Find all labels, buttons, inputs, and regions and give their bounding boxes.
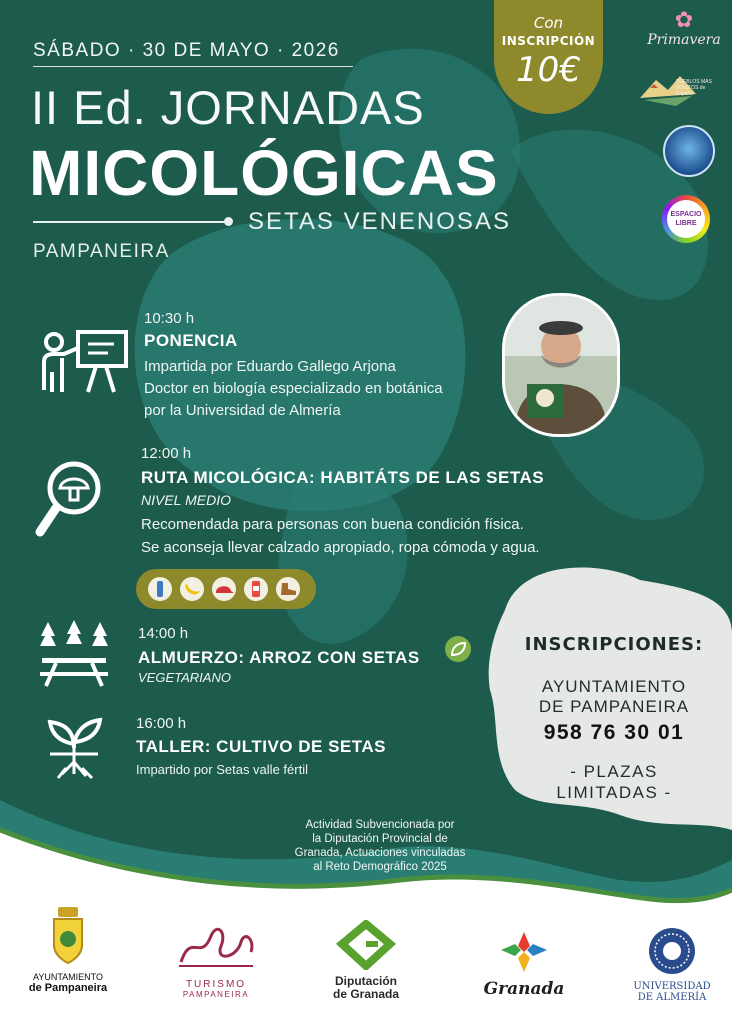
- granada-star-icon: [499, 930, 549, 974]
- subtitle: SETAS VENENOSAS: [248, 208, 511, 235]
- boot-icon: [276, 577, 300, 601]
- diputacion-caption-1: Diputación: [335, 974, 397, 988]
- event-2-title: RUTA MICOLÓGICA: HABITÁTS DE LAS SETAS: [141, 468, 545, 487]
- ayuntamiento-logo: [18, 905, 118, 995]
- event-2-level: NIVEL MEDIO: [141, 492, 231, 508]
- place-name: PAMPANEIRA: [33, 241, 170, 262]
- diputacion-granada-logo: [316, 920, 416, 1001]
- event-1-time: 10:30 h: [144, 310, 195, 327]
- turismo-caption-1: TURISMO: [185, 979, 247, 990]
- diputacion-emblem-icon: [334, 920, 398, 970]
- edition-title: II Ed. JORNADAS: [31, 81, 425, 134]
- subsidy-note: [280, 818, 480, 874]
- event-1-line-3: por la Universidad de Almería: [144, 402, 341, 419]
- event-4-time: 16:00 h: [136, 715, 187, 732]
- registration-org-line-2: DE PAMPANEIRA: [538, 697, 690, 716]
- granada-logo: [466, 930, 582, 999]
- ayuntamiento-caption-2: de Pampaneira: [28, 982, 108, 994]
- coat-of-arms-icon: [50, 905, 86, 967]
- registration-phone: 958 76 30 01: [543, 721, 685, 744]
- event-date: SÁBADO · 30 DE MAYO · 2026: [33, 40, 340, 61]
- picnic-table-icon: [38, 618, 110, 690]
- registration-org: [520, 677, 708, 717]
- limited-places-line-2: LIMITADAS -: [556, 783, 672, 802]
- espacio-libre-text: ESPACIO LIBRE: [667, 200, 705, 238]
- ual-caption-2: DE ALMERÍA: [637, 992, 707, 1003]
- registration-org-line-1: AYUNTAMIENTO: [541, 677, 687, 696]
- registration-heading: INSCRIPCIONES:: [524, 634, 704, 655]
- water-bottle-icon: [148, 577, 172, 601]
- limited-places-line-1: - PLAZAS: [570, 762, 658, 781]
- event-4-line-1: Impartido por Setas valle fértil: [136, 762, 308, 777]
- primavera-logo: [636, 8, 732, 48]
- turismo-flourish-icon: [171, 912, 261, 974]
- subsidy-line-3: Granada, Actuaciones vinculadas: [294, 847, 466, 859]
- main-title: MICOLÓGICAS: [29, 137, 499, 209]
- banana-icon: [180, 577, 204, 601]
- title-divider: [33, 221, 229, 223]
- espacio-libre-logo: [662, 195, 710, 243]
- subsidy-line-2: la Diputación Provincial de: [312, 833, 448, 845]
- subsidy-line-4: al Reto Demográfico 2025: [313, 861, 447, 873]
- university-seal-icon: [647, 926, 697, 976]
- event-3-note: VEGETARIANO: [138, 670, 231, 685]
- flower-icon: ✿: [674, 7, 694, 32]
- ual-caption-1: UNIVERSIDAD: [633, 981, 711, 992]
- speaker-illustration: [505, 296, 617, 434]
- sprout-icon: [44, 714, 104, 782]
- pueblos-logo-text: PUEBLOS MÁS BONITOS de España: [676, 79, 712, 97]
- subsidy-line-1: Actividad Subvencionada por: [305, 819, 455, 831]
- event-1-line-1: Impartida por Eduardo Gallego Arjona: [144, 358, 396, 375]
- event-3-title: ALMUERZO: ARROZ CON SETAS: [138, 648, 420, 667]
- granada-caption: Granada: [483, 979, 565, 999]
- event-1-line-2: Doctor en biología especializado en botánica: [144, 380, 443, 397]
- event-1-title: PONENCIA: [144, 331, 238, 350]
- date-divider: [33, 66, 353, 67]
- event-2-time: 12:00 h: [141, 445, 192, 462]
- pueblos-bonitos-logo: [636, 68, 720, 108]
- globe-logo: [663, 125, 715, 177]
- universidad-almeria-logo: [624, 926, 720, 1003]
- badge-price: 10€: [516, 50, 581, 90]
- title-divider-dot: [224, 217, 233, 226]
- turismo-pampaneira-logo: [166, 912, 266, 999]
- badge-inscripcion: INSCRIPCIÓN: [501, 34, 596, 48]
- speaker-photo: [502, 293, 620, 437]
- event-2-line-1: Recomendada para personas con buena condición física.: [141, 516, 524, 533]
- price-badge: [494, 0, 603, 114]
- gear-recommendation-bar: [136, 569, 316, 609]
- badge-con: Con: [533, 14, 564, 32]
- turismo-caption-2: PAMPANEIRA: [182, 990, 250, 999]
- vegetarian-leaf-icon: [445, 636, 471, 662]
- ayuntamiento-caption-1: AYUNTAMIENTO: [32, 972, 103, 982]
- event-2-line-2: Se aconseja llevar calzado apropiado, ropa cómoda y agua.: [141, 539, 540, 556]
- presentation-icon: [38, 328, 130, 396]
- event-4-title: TALLER: CULTIVO DE SETAS: [136, 737, 386, 756]
- cap-icon: [212, 577, 236, 601]
- event-3-time: 14:00 h: [138, 625, 189, 642]
- limited-places: [520, 761, 708, 803]
- magnifier-mushroom-icon: [34, 458, 106, 540]
- primavera-logo-text: Primavera: [647, 32, 721, 48]
- diputacion-caption-2: de Granada: [332, 987, 400, 1001]
- sunscreen-icon: [244, 577, 268, 601]
